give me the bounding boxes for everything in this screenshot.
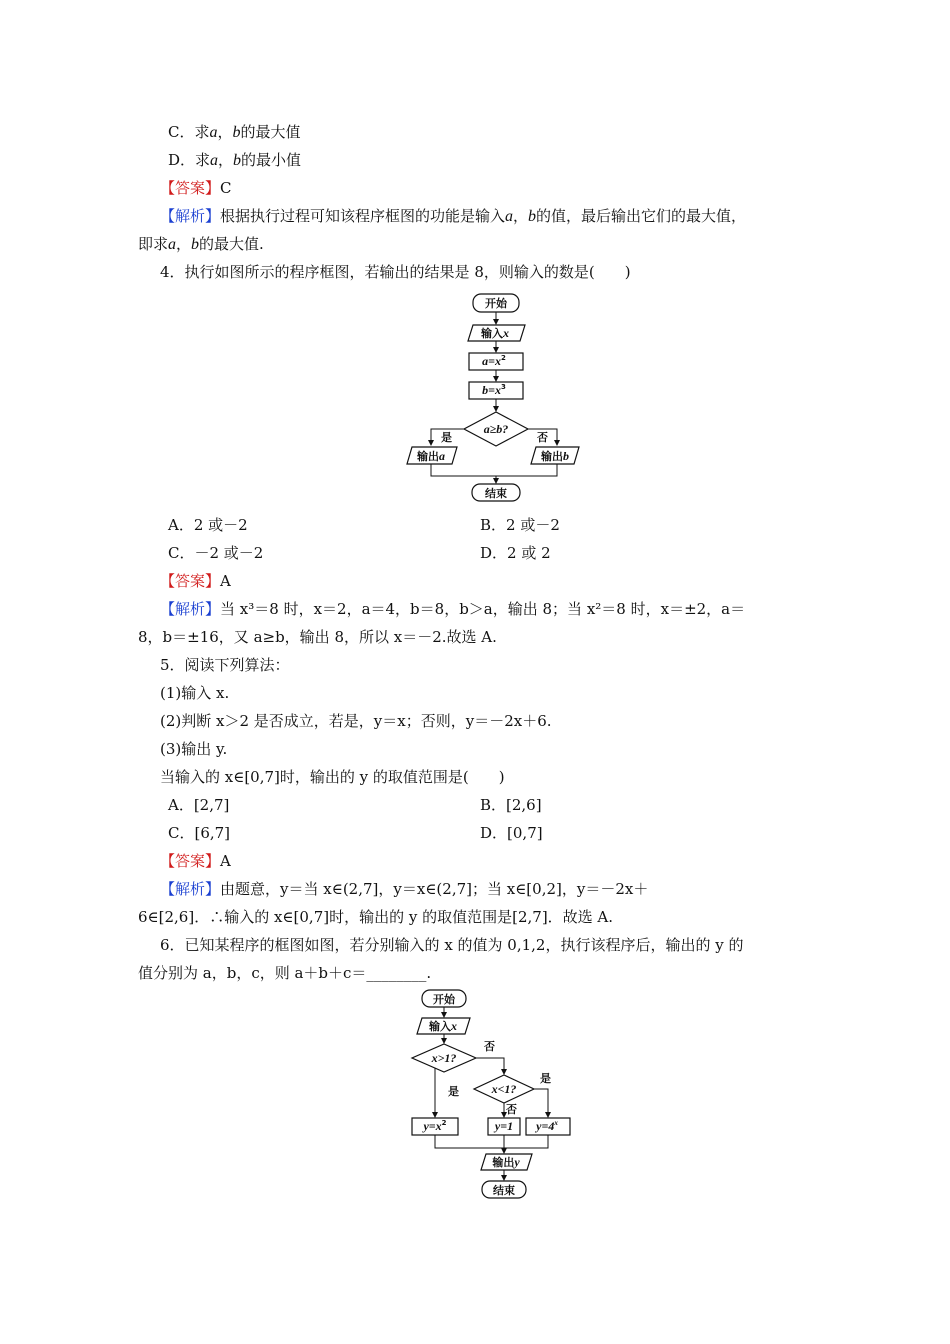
output-a-label: 输出a bbox=[417, 449, 445, 463]
q4-answer bbox=[160, 571, 231, 591]
assign-a-label: $a=x^2$ bbox=[482, 354, 506, 368]
yes2-branch-line bbox=[534, 1089, 548, 1117]
analysis-var: a bbox=[505, 208, 514, 225]
box-y-4x-label: $y=4^x$ bbox=[536, 1119, 558, 1133]
q3-var: a bbox=[210, 152, 219, 169]
assign-b-label: $b=x^3$ bbox=[482, 383, 506, 397]
q3-sep: ， bbox=[218, 151, 234, 169]
q4-analysis-line2: 8，b＝±16，又 a≥b，输出 8，所以 x＝－2.故选 A. bbox=[138, 628, 497, 646]
q3-var: a bbox=[209, 124, 218, 141]
q5-question: 当输入的 x∈[0,7]时，输出的 y 的取值范围是( ) bbox=[160, 768, 505, 786]
analysis-var: a bbox=[168, 236, 177, 253]
answer-value: A bbox=[220, 572, 231, 590]
output-b-label: 输出b bbox=[541, 449, 569, 463]
no2-label: 否 bbox=[506, 1103, 517, 1116]
q4-stem: 4．执行如图所示的程序框图，若输出的结果是 8，则输入的数是( ) bbox=[160, 263, 631, 281]
decision1-label: x>1? bbox=[431, 1051, 457, 1065]
q5-option-a: A．[2,7] bbox=[168, 796, 230, 814]
q3-var: b bbox=[232, 124, 241, 141]
q3-analysis-line2 bbox=[138, 234, 264, 255]
q5-option-d: D．[0,7] bbox=[480, 824, 543, 842]
analysis-text: 根据执行过程可知该程序框图的功能是输入 bbox=[220, 207, 506, 225]
box-y-x2-label: $y=x^2$ bbox=[423, 1119, 447, 1133]
decision-label: a≥b? bbox=[483, 422, 509, 436]
q6-flowchart bbox=[400, 988, 590, 1203]
q3-var: b bbox=[233, 152, 242, 169]
q5-step3: (3)输出 y. bbox=[160, 740, 228, 758]
no1-label: 否 bbox=[484, 1040, 495, 1053]
end-label: 结束 bbox=[485, 487, 507, 500]
q3-text: 的最大值 bbox=[240, 123, 301, 141]
q3-answer bbox=[160, 178, 232, 198]
input-label: 输入x bbox=[429, 1019, 457, 1033]
merge-line bbox=[431, 464, 557, 476]
q5-option-c: C．[6,7] bbox=[168, 824, 231, 842]
answer-value: C bbox=[220, 179, 232, 197]
q5-step2: (2)判断 x＞2 是否成立，若是，y＝x；否则，y＝－2x＋6. bbox=[160, 712, 552, 730]
analysis-text: 的最大值. bbox=[199, 235, 264, 253]
yes1-label: 是 bbox=[448, 1085, 459, 1098]
answer-value: A bbox=[220, 852, 231, 870]
analysis-var: b bbox=[191, 236, 200, 253]
analysis-text: 由题意，y＝当 x∈(2,7]，y＝x∈(2,7]；当 x∈[0,2]，y＝－2x＋ bbox=[220, 880, 649, 898]
no-label: 否 bbox=[537, 431, 548, 444]
q5-analysis-line2: 6∈[2,6]．∴输入的 x∈[0,7]时，输出的 y 的取值范围是[2,7]．故选 A. bbox=[138, 908, 614, 926]
q4-flowchart bbox=[395, 290, 585, 505]
q3-option-c-text: C．求 bbox=[168, 123, 210, 141]
q5-stem: 5．阅读下列算法： bbox=[160, 656, 290, 674]
q3-analysis-line1 bbox=[160, 206, 746, 227]
yes2-label: 是 bbox=[540, 1072, 551, 1085]
q6-stem-line2: 值分别为 a，b，c，则 a＋b＋c＝________. bbox=[138, 964, 432, 982]
analysis-tag: 【解析】 bbox=[160, 207, 221, 225]
start-label: 开始 bbox=[485, 297, 507, 310]
q3-option-c bbox=[168, 122, 301, 143]
analysis-text: ， bbox=[513, 207, 529, 225]
q5-option-b: B．[2,6] bbox=[480, 796, 542, 814]
analysis-text: 当 x³＝8 时，x＝2，a＝4，b＝8，b＞a，输出 8；当 x²＝8 时，x＝±2，a＝ bbox=[220, 600, 746, 618]
yes-label: 是 bbox=[441, 431, 452, 444]
q4-option-a: A．2 或－2 bbox=[168, 516, 248, 534]
output-label: 输出y bbox=[492, 1155, 520, 1169]
end-label: 结束 bbox=[493, 1184, 515, 1197]
q5-analysis-line1 bbox=[160, 879, 648, 899]
q3-option-d bbox=[168, 150, 301, 171]
analysis-tag: 【解析】 bbox=[160, 880, 221, 898]
q3-text: 的最小值 bbox=[241, 151, 302, 169]
input-label: 输入x bbox=[481, 326, 509, 340]
merge-line bbox=[435, 1135, 548, 1148]
q3-sep: ， bbox=[217, 123, 233, 141]
no1-branch-line bbox=[476, 1058, 504, 1074]
answer-tag: 【答案】 bbox=[160, 179, 221, 197]
q3-option-d-text: D．求 bbox=[168, 151, 211, 169]
answer-tag: 【答案】 bbox=[160, 572, 221, 590]
analysis-var: b bbox=[528, 208, 537, 225]
q5-answer bbox=[160, 851, 231, 871]
analysis-text: 的值，最后输出它们的最大值， bbox=[536, 207, 747, 225]
box-y-1-label: y=1 bbox=[494, 1119, 514, 1133]
analysis-tag: 【解析】 bbox=[160, 600, 221, 618]
q4-option-d: D．2 或 2 bbox=[480, 544, 551, 562]
q5-step1: (1)输入 x. bbox=[160, 684, 230, 702]
answer-tag: 【答案】 bbox=[160, 852, 221, 870]
q4-analysis-line1 bbox=[160, 599, 745, 619]
decision2-label: x<1? bbox=[491, 1082, 517, 1096]
analysis-text: 即求 bbox=[138, 235, 169, 253]
start-label: 开始 bbox=[433, 993, 455, 1006]
analysis-text: ， bbox=[176, 235, 192, 253]
q6-stem-line1: 6．已知某程序的框图如图，若分别输入的 x 的值为 0,1,2，执行该程序后，输出的 y 的 bbox=[160, 936, 744, 954]
q4-option-c: C．－2 或－2 bbox=[168, 544, 264, 562]
q4-option-b: B．2 或－2 bbox=[480, 516, 560, 534]
